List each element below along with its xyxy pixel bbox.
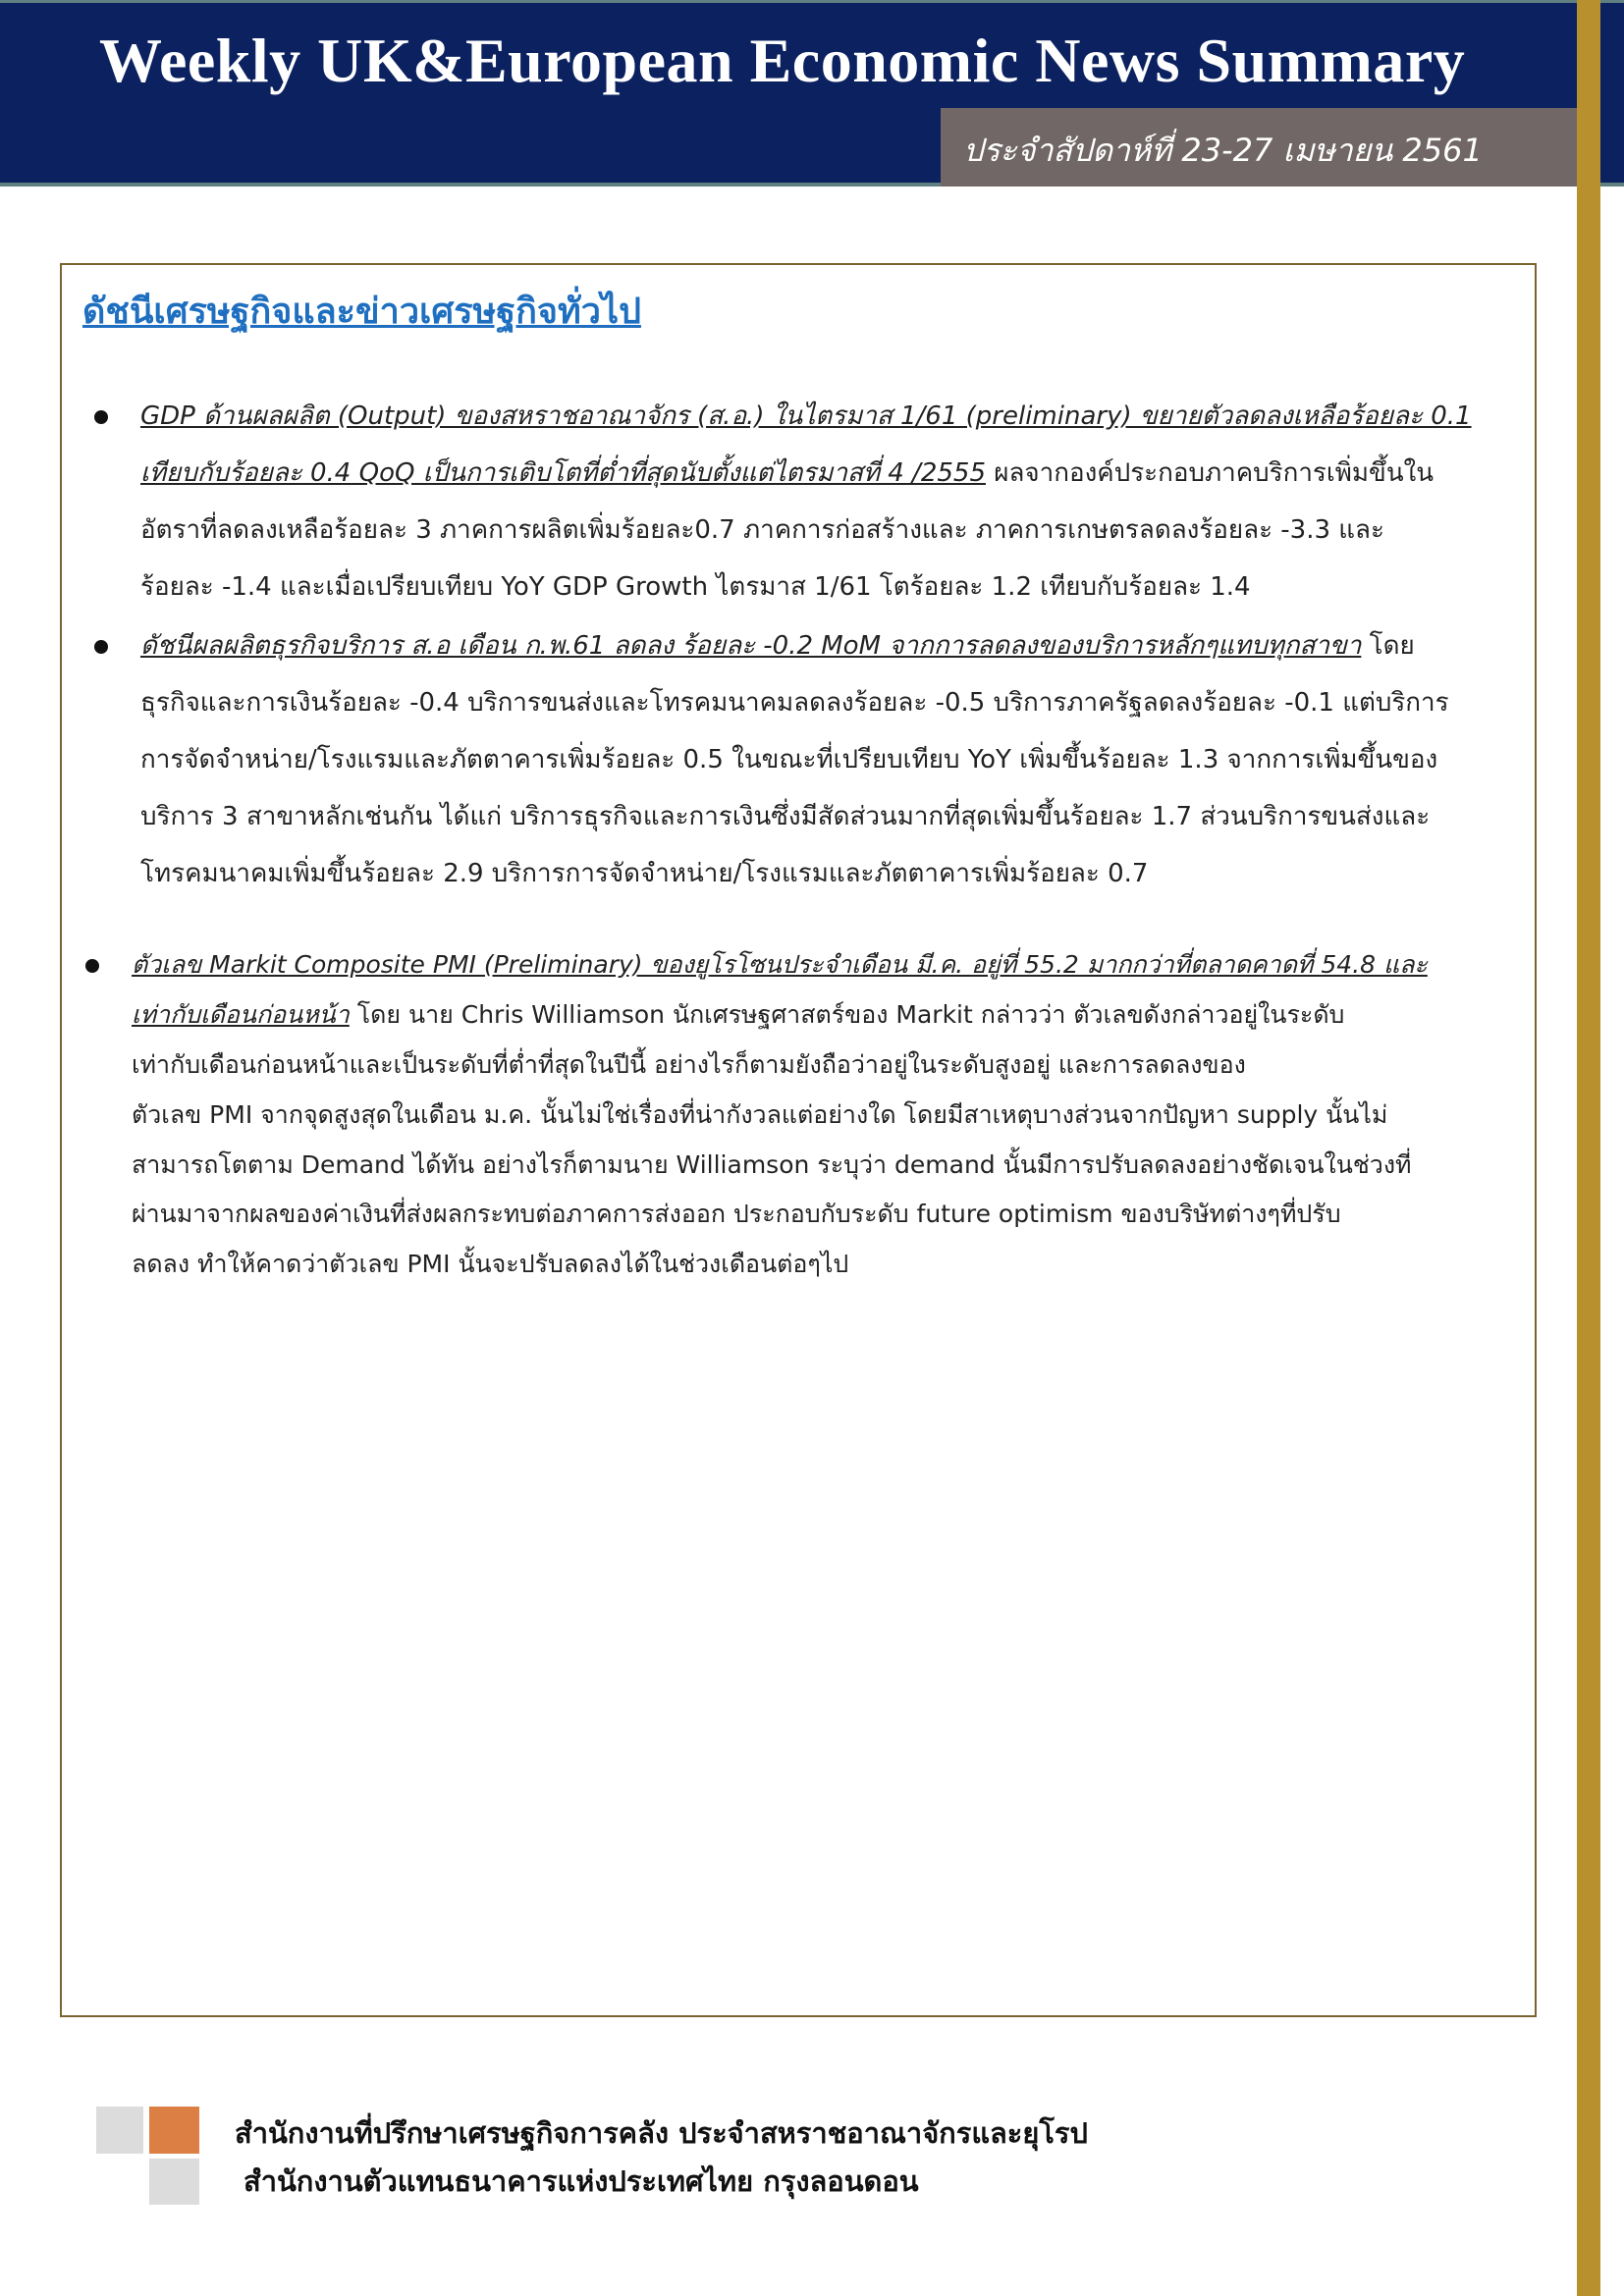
bullet-text-line (140, 857, 1148, 890)
underlined-headline: ดัชนีผลผลิตธุรกิจบริการ ส.อ เดือน ก.พ.61 ลดลง ร้อยละ -0.2 MoM จากการลดลงของบริการหลักๆแทบทุกสาขา (140, 631, 1362, 661)
body-text: บริการ 3 สาขาหลักเช่นกัน ได้แก่ บริการธุรกิจและการเงินซึ่งมีสัดส่วนมากที่สุดเพิ่มขึ้นร้อยละ 1.7 ส่วนบริการขนส่งและ (140, 802, 1431, 831)
bullet-text-line (140, 686, 1449, 720)
bullet-text-line (140, 513, 1384, 547)
page-header (0, 0, 1624, 187)
bullet-text-line (132, 998, 1344, 1032)
footer-bank-office: สำนักงานตัวแทนธนาคารแห่งประเทศไทย กรุงลอนดอน (244, 2164, 919, 2198)
bullet-text-line (140, 570, 1251, 604)
body-text: ตัวเลข PMI จากจุดสูงสุดในเดือน ม.ค. นั้นไม่ใช่เรื่องที่น่ากังวลแต่อย่างใด โดยมีสาเหตุบางส่วนจากปัญหา supply นั้นไม่ (132, 1100, 1388, 1129)
body-text: โทรคมนาคมเพิ่มขึ้นร้อยละ 2.9 บริการการจัดจำหน่าย/โรงแรมและภัตตาคารเพิ่มร้อยละ 0.7 (140, 859, 1149, 888)
body-text: อัตราที่ลดลงเหลือร้อยละ 3 ภาคการผลิตเพิ่มร้อยละ0.7 ภาคการก่อสร้างและ ภาคการเกษตรลดลงร้อยละ -3.3 และ (140, 515, 1384, 545)
footer-office-name: สำนักงานที่ปรึกษาเศรษฐกิจการคลัง ประจำสหราชอาณาจักรและยุโรป (235, 2116, 1088, 2150)
bullet-text-line (132, 1148, 1412, 1182)
bullet-text-line (140, 400, 1472, 433)
bullet-icon (94, 640, 108, 654)
bullet-text-line (132, 1198, 1341, 1231)
underlined-headline: เท่ากับเดือนก่อนหน้า (132, 1000, 350, 1029)
logo-square-gray (96, 2107, 143, 2154)
body-text: ผลจากองค์ประกอบภาคบริการเพิ่มขึ้นใน (985, 458, 1435, 488)
body-text: ธุรกิจและการเงินร้อยละ -0.4 บริการขนส่งและโทรคมนาคมลดลงร้อยละ -0.5 บริการภาครัฐลดลงร้อยละ -0.1 แต่บริการ (140, 688, 1449, 718)
section-heading[interactable]: ดัชนีเศรษฐกิจและข่าวเศรษฐกิจทั่วไป (82, 292, 641, 332)
body-text: สามารถโตตาม Demand ได้ทัน อย่างไรก็ตามนาย Williamson ระบุว่า demand นั้นมีการปรับลดลงอย่างชัดเจนในช่วงที่ (132, 1150, 1412, 1179)
bullet-text-line (140, 456, 1434, 490)
bullet-text-line (140, 629, 1415, 663)
body-text: ร้อยละ -1.4 และเมื่อเปรียบเทียบ YoY GDP Growth ไตรมาส 1/61 โตร้อยละ 1.2 เทียบกับร้อยละ 1.4 (140, 572, 1251, 602)
bullet-text-line (132, 1248, 848, 1281)
document-title: Weekly UK&European Economic News Summary (99, 26, 1466, 95)
body-text: เท่ากับเดือนก่อนหน้าและเป็นระดับที่ต่ำที่สุดในปีนี้ อย่างไรก็ตามยังถือว่าอยู่ในระดับสูงอยู่ และการลดลงของ (132, 1050, 1246, 1079)
body-text: การจัดจำหน่าย/โรงแรมและภัตตาคารเพิ่มร้อยละ 0.5 ในขณะที่เปรียบเทียบ YoY เพิ่มขึ้นร้อยละ 1.3 จากการเพิ่มขึ้นของ (140, 745, 1438, 774)
bullet-icon (94, 410, 108, 424)
body-text: โดย นาย Chris Williamson นักเศรษฐศาสตร์ของ Markit กล่าวว่า ตัวเลขดังกล่าวอยู่ในระดับ (349, 1000, 1345, 1029)
date-banner (941, 108, 1577, 187)
logo-square-gray-lower (149, 2159, 199, 2205)
bullet-text-line (132, 948, 1428, 982)
bullet-text-line (132, 1048, 1246, 1082)
underlined-headline: ตัวเลข Markit Composite PMI (Preliminary) ของยูโรโซนประจำเดือน มี.ค. อยู่ที่ 55.2 มากกว่าที่ตลาดคาดที่ 54.8 และ (132, 950, 1428, 979)
bullet-text-line (140, 743, 1437, 776)
bullet-text-line (132, 1098, 1387, 1132)
body-text: โดย (1361, 631, 1415, 661)
gold-side-bar (1577, 0, 1600, 2296)
week-date: ประจำสัปดาห์ที่ 23-27 เมษายน 2561 (963, 132, 1483, 169)
logo-square-orange (149, 2107, 199, 2154)
bullet-text-line (140, 800, 1430, 833)
underlined-headline: GDP ด้านผลผลิต (Output) ของสหราชอาณาจักร (ส.อ.) ในไตรมาส 1/61 (preliminary) ขยายตัวลดลงเหลือร้อยละ 0.1 (140, 401, 1472, 431)
body-text: ผ่านมาจากผลของค่าเงินที่ส่งผลกระทบต่อภาคการส่งออก ประกอบกับระดับ future optimism ของบริษัทต่างๆที่ปรับ (132, 1200, 1341, 1228)
underlined-headline: เทียบกับร้อยละ 0.4 QoQ เป็นการเติบโตที่ต่ำที่สุดนับตั้งแต่ไตรมาสที่ 4 /2555 (140, 458, 986, 488)
bullet-icon (85, 959, 99, 973)
body-text: ลดลง ทำให้คาดว่าตัวเลข PMI นั้นจะปรับลดลงได้ในช่วงเดือนต่อๆไป (132, 1250, 849, 1278)
